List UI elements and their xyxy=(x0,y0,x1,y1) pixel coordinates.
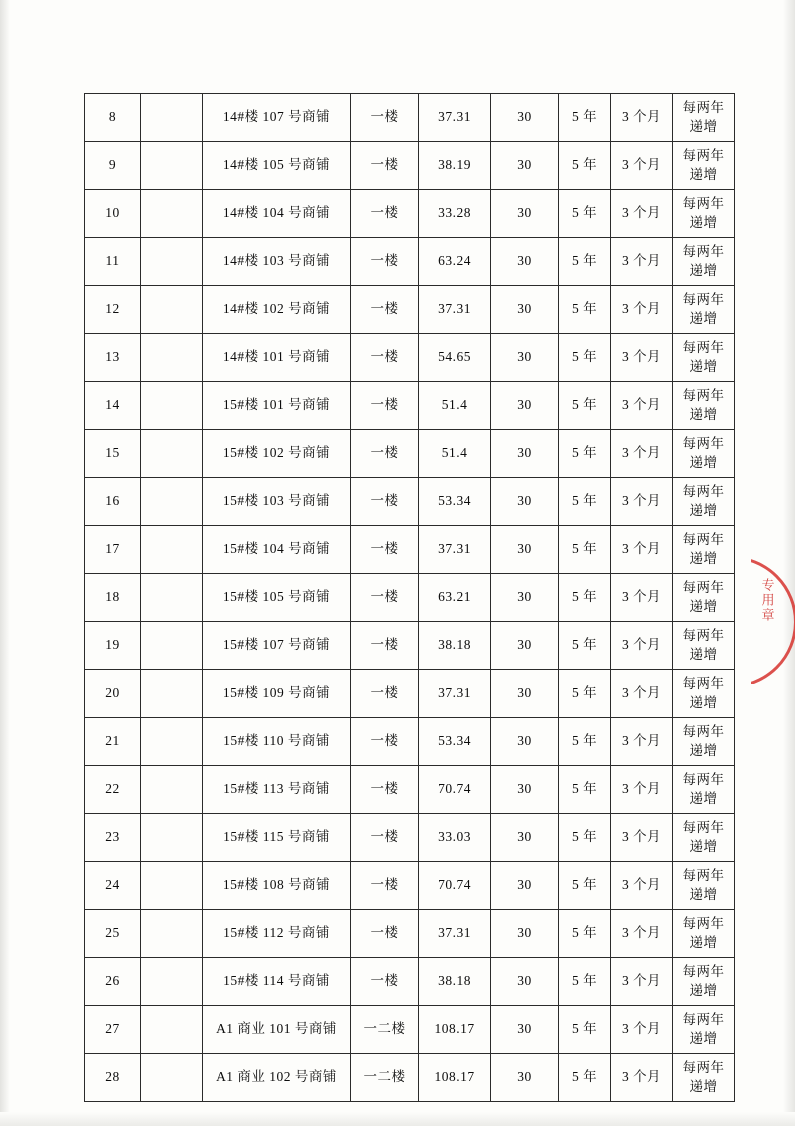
cell-index: 23 xyxy=(85,814,141,862)
cell-increase xyxy=(673,94,735,142)
cell-term: 5 年 xyxy=(559,958,611,1006)
increase-line-2: 递增 xyxy=(689,934,718,950)
cell-index: 20 xyxy=(85,670,141,718)
cell-area: 108.17 xyxy=(419,1006,491,1054)
cell-payment: 3 个月 xyxy=(611,766,673,814)
cell-increase xyxy=(673,670,735,718)
cell-term: 5 年 xyxy=(559,574,611,622)
increase-line-2: 递增 xyxy=(689,790,718,806)
cell-rate: 30 xyxy=(491,478,559,526)
cell-increase xyxy=(673,286,735,334)
increase-line-1: 每两年 xyxy=(682,100,725,116)
table-row xyxy=(85,766,735,814)
cell-shop-name: 15#楼 102 号商铺 xyxy=(203,430,351,478)
cell-increase xyxy=(673,1006,735,1054)
cell-term: 5 年 xyxy=(559,622,611,670)
cell-floor: 一楼 xyxy=(351,958,419,1006)
cell-shop-name: 15#楼 108 号商铺 xyxy=(203,862,351,910)
cell-payment: 3 个月 xyxy=(611,1054,673,1102)
cell-blank xyxy=(141,766,203,814)
cell-index: 17 xyxy=(85,526,141,574)
increase-line-1: 每两年 xyxy=(682,820,725,836)
cell-shop-name: 15#楼 101 号商铺 xyxy=(203,382,351,430)
increase-line-1: 每两年 xyxy=(682,628,725,644)
cell-shop-name: 15#楼 109 号商铺 xyxy=(203,670,351,718)
cell-area: 70.74 xyxy=(419,862,491,910)
cell-rate: 30 xyxy=(491,238,559,286)
increase-line-2: 递增 xyxy=(689,406,718,422)
cell-shop-name: 14#楼 101 号商铺 xyxy=(203,334,351,382)
cell-shop-name: 15#楼 113 号商铺 xyxy=(203,766,351,814)
cell-blank xyxy=(141,238,203,286)
shop-listing-table-container xyxy=(84,93,734,1102)
cell-shop-name: 14#楼 105 号商铺 xyxy=(203,142,351,190)
cell-floor: 一二楼 xyxy=(351,1006,419,1054)
cell-floor: 一楼 xyxy=(351,670,419,718)
cell-rate: 30 xyxy=(491,286,559,334)
cell-shop-name: 14#楼 104 号商铺 xyxy=(203,190,351,238)
cell-rate: 30 xyxy=(491,94,559,142)
increase-line-1: 每两年 xyxy=(682,580,725,596)
cell-index: 22 xyxy=(85,766,141,814)
cell-area: 63.24 xyxy=(419,238,491,286)
cell-index: 14 xyxy=(85,382,141,430)
increase-line-2: 递增 xyxy=(689,550,718,566)
cell-payment: 3 个月 xyxy=(611,622,673,670)
cell-area: 37.31 xyxy=(419,526,491,574)
cell-index: 9 xyxy=(85,142,141,190)
cell-floor: 一楼 xyxy=(351,910,419,958)
cell-payment: 3 个月 xyxy=(611,670,673,718)
cell-blank xyxy=(141,814,203,862)
increase-line-2: 递增 xyxy=(689,262,718,278)
cell-area: 37.31 xyxy=(419,910,491,958)
cell-blank xyxy=(141,430,203,478)
cell-rate: 30 xyxy=(491,862,559,910)
shop-listing-table xyxy=(84,93,735,1102)
seal-text: 专用章 xyxy=(759,578,775,623)
cell-blank xyxy=(141,382,203,430)
cell-payment: 3 个月 xyxy=(611,142,673,190)
table-row xyxy=(85,910,735,958)
cell-rate: 30 xyxy=(491,142,559,190)
cell-shop-name: 14#楼 107 号商铺 xyxy=(203,94,351,142)
cell-shop-name: 15#楼 112 号商铺 xyxy=(203,910,351,958)
cell-floor: 一楼 xyxy=(351,574,419,622)
increase-line-2: 递增 xyxy=(689,742,718,758)
cell-floor: 一楼 xyxy=(351,94,419,142)
cell-index: 15 xyxy=(85,430,141,478)
cell-floor: 一楼 xyxy=(351,526,419,574)
cell-floor: 一楼 xyxy=(351,862,419,910)
table-row xyxy=(85,958,735,1006)
table-row xyxy=(85,1054,735,1102)
table-row xyxy=(85,238,735,286)
cell-index: 10 xyxy=(85,190,141,238)
cell-shop-name: A1 商业 101 号商铺 xyxy=(203,1006,351,1054)
cell-shop-name: 15#楼 110 号商铺 xyxy=(203,718,351,766)
cell-area: 53.34 xyxy=(419,718,491,766)
cell-increase xyxy=(673,766,735,814)
cell-floor: 一楼 xyxy=(351,382,419,430)
cell-index: 12 xyxy=(85,286,141,334)
cell-blank xyxy=(141,478,203,526)
cell-term: 5 年 xyxy=(559,478,611,526)
cell-rate: 30 xyxy=(491,814,559,862)
cell-increase xyxy=(673,382,735,430)
increase-line-1: 每两年 xyxy=(682,148,725,164)
cell-shop-name: 15#楼 105 号商铺 xyxy=(203,574,351,622)
cell-area: 37.31 xyxy=(419,286,491,334)
cell-blank xyxy=(141,574,203,622)
cell-area: 33.03 xyxy=(419,814,491,862)
cell-payment: 3 个月 xyxy=(611,958,673,1006)
table-row xyxy=(85,478,735,526)
table-body xyxy=(85,94,735,1102)
table-row xyxy=(85,1006,735,1054)
increase-line-1: 每两年 xyxy=(682,436,725,452)
cell-floor: 一楼 xyxy=(351,238,419,286)
cell-shop-name: 15#楼 103 号商铺 xyxy=(203,478,351,526)
cell-payment: 3 个月 xyxy=(611,334,673,382)
cell-index: 13 xyxy=(85,334,141,382)
cell-payment: 3 个月 xyxy=(611,526,673,574)
cell-rate: 30 xyxy=(491,190,559,238)
table-row xyxy=(85,814,735,862)
cell-area: 37.31 xyxy=(419,670,491,718)
cell-term: 5 年 xyxy=(559,1006,611,1054)
increase-line-1: 每两年 xyxy=(682,244,725,260)
cell-index: 11 xyxy=(85,238,141,286)
cell-blank xyxy=(141,190,203,238)
increase-line-1: 每两年 xyxy=(682,532,725,548)
cell-floor: 一楼 xyxy=(351,478,419,526)
cell-area: 38.18 xyxy=(419,622,491,670)
increase-line-1: 每两年 xyxy=(682,484,725,500)
scan-edge-left xyxy=(0,0,10,1126)
increase-line-2: 递增 xyxy=(689,118,718,134)
increase-line-2: 递增 xyxy=(689,1078,718,1094)
cell-increase xyxy=(673,718,735,766)
cell-index: 28 xyxy=(85,1054,141,1102)
cell-index: 26 xyxy=(85,958,141,1006)
cell-area: 38.19 xyxy=(419,142,491,190)
increase-line-2: 递增 xyxy=(689,1030,718,1046)
table-row xyxy=(85,382,735,430)
cell-shop-name: 14#楼 102 号商铺 xyxy=(203,286,351,334)
cell-term: 5 年 xyxy=(559,1054,611,1102)
cell-index: 8 xyxy=(85,94,141,142)
cell-blank xyxy=(141,286,203,334)
cell-term: 5 年 xyxy=(559,334,611,382)
cell-index: 19 xyxy=(85,622,141,670)
cell-shop-name: 15#楼 115 号商铺 xyxy=(203,814,351,862)
cell-floor: 一楼 xyxy=(351,622,419,670)
table-row xyxy=(85,622,735,670)
cell-floor: 一楼 xyxy=(351,814,419,862)
cell-area: 108.17 xyxy=(419,1054,491,1102)
cell-rate: 30 xyxy=(491,910,559,958)
increase-line-1: 每两年 xyxy=(682,1012,725,1028)
increase-line-1: 每两年 xyxy=(682,388,725,404)
cell-increase xyxy=(673,238,735,286)
cell-index: 27 xyxy=(85,1006,141,1054)
cell-payment: 3 个月 xyxy=(611,814,673,862)
cell-rate: 30 xyxy=(491,574,559,622)
cell-index: 21 xyxy=(85,718,141,766)
increase-line-2: 递增 xyxy=(689,454,718,470)
increase-line-2: 递增 xyxy=(689,166,718,182)
cell-rate: 30 xyxy=(491,526,559,574)
increase-line-2: 递增 xyxy=(689,358,718,374)
cell-blank xyxy=(141,910,203,958)
table-row xyxy=(85,718,735,766)
cell-index: 24 xyxy=(85,862,141,910)
cell-rate: 30 xyxy=(491,958,559,1006)
cell-payment: 3 个月 xyxy=(611,862,673,910)
cell-increase xyxy=(673,910,735,958)
cell-term: 5 年 xyxy=(559,382,611,430)
cell-term: 5 年 xyxy=(559,862,611,910)
increase-line-2: 递增 xyxy=(689,886,718,902)
cell-rate: 30 xyxy=(491,622,559,670)
cell-area: 53.34 xyxy=(419,478,491,526)
cell-area: 37.31 xyxy=(419,94,491,142)
increase-line-1: 每两年 xyxy=(682,772,725,788)
cell-payment: 3 个月 xyxy=(611,94,673,142)
cell-increase xyxy=(673,574,735,622)
increase-line-1: 每两年 xyxy=(682,1060,725,1076)
cell-payment: 3 个月 xyxy=(611,190,673,238)
cell-payment: 3 个月 xyxy=(611,238,673,286)
cell-floor: 一楼 xyxy=(351,334,419,382)
increase-line-2: 递增 xyxy=(689,838,718,854)
increase-line-1: 每两年 xyxy=(682,964,725,980)
cell-term: 5 年 xyxy=(559,670,611,718)
cell-floor: 一楼 xyxy=(351,766,419,814)
cell-rate: 30 xyxy=(491,718,559,766)
cell-term: 5 年 xyxy=(559,238,611,286)
cell-shop-name: 15#楼 107 号商铺 xyxy=(203,622,351,670)
cell-shop-name: A1 商业 102 号商铺 xyxy=(203,1054,351,1102)
cell-blank xyxy=(141,622,203,670)
cell-index: 16 xyxy=(85,478,141,526)
cell-shop-name: 15#楼 114 号商铺 xyxy=(203,958,351,1006)
scan-edge-bottom xyxy=(0,1112,795,1126)
cell-increase xyxy=(673,1054,735,1102)
cell-floor: 一楼 xyxy=(351,718,419,766)
increase-line-1: 每两年 xyxy=(682,916,725,932)
increase-line-1: 每两年 xyxy=(682,724,725,740)
cell-blank xyxy=(141,1006,203,1054)
cell-blank xyxy=(141,334,203,382)
cell-blank xyxy=(141,718,203,766)
cell-rate: 30 xyxy=(491,670,559,718)
increase-line-2: 递增 xyxy=(689,310,718,326)
cell-payment: 3 个月 xyxy=(611,910,673,958)
scan-edge-right xyxy=(783,0,795,1126)
cell-payment: 3 个月 xyxy=(611,286,673,334)
cell-payment: 3 个月 xyxy=(611,574,673,622)
cell-floor: 一楼 xyxy=(351,142,419,190)
increase-line-2: 递增 xyxy=(689,982,718,998)
cell-term: 5 年 xyxy=(559,910,611,958)
cell-blank xyxy=(141,862,203,910)
cell-area: 33.28 xyxy=(419,190,491,238)
cell-increase xyxy=(673,862,735,910)
table-row xyxy=(85,334,735,382)
increase-line-1: 每两年 xyxy=(682,676,725,692)
cell-term: 5 年 xyxy=(559,718,611,766)
cell-rate: 30 xyxy=(491,766,559,814)
cell-blank xyxy=(141,1054,203,1102)
table-row xyxy=(85,574,735,622)
cell-area: 51.4 xyxy=(419,382,491,430)
cell-term: 5 年 xyxy=(559,430,611,478)
cell-increase xyxy=(673,526,735,574)
cell-blank xyxy=(141,958,203,1006)
increase-line-2: 递增 xyxy=(689,694,718,710)
increase-line-2: 递增 xyxy=(689,502,718,518)
cell-term: 5 年 xyxy=(559,766,611,814)
cell-floor: 一楼 xyxy=(351,430,419,478)
cell-index: 25 xyxy=(85,910,141,958)
cell-term: 5 年 xyxy=(559,526,611,574)
cell-increase xyxy=(673,334,735,382)
cell-payment: 3 个月 xyxy=(611,478,673,526)
increase-line-1: 每两年 xyxy=(682,340,725,356)
cell-rate: 30 xyxy=(491,334,559,382)
increase-line-1: 每两年 xyxy=(682,292,725,308)
cell-index: 18 xyxy=(85,574,141,622)
cell-shop-name: 15#楼 104 号商铺 xyxy=(203,526,351,574)
cell-term: 5 年 xyxy=(559,286,611,334)
cell-payment: 3 个月 xyxy=(611,382,673,430)
cell-payment: 3 个月 xyxy=(611,1006,673,1054)
table-row xyxy=(85,670,735,718)
cell-area: 54.65 xyxy=(419,334,491,382)
cell-shop-name: 14#楼 103 号商铺 xyxy=(203,238,351,286)
cell-area: 38.18 xyxy=(419,958,491,1006)
cell-blank xyxy=(141,670,203,718)
cell-floor: 一二楼 xyxy=(351,1054,419,1102)
cell-term: 5 年 xyxy=(559,814,611,862)
cell-term: 5 年 xyxy=(559,190,611,238)
cell-area: 63.21 xyxy=(419,574,491,622)
increase-line-2: 递增 xyxy=(689,214,718,230)
cell-payment: 3 个月 xyxy=(611,430,673,478)
cell-rate: 30 xyxy=(491,430,559,478)
cell-rate: 30 xyxy=(491,1054,559,1102)
cell-area: 70.74 xyxy=(419,766,491,814)
increase-line-2: 递增 xyxy=(689,646,718,662)
cell-term: 5 年 xyxy=(559,142,611,190)
table-row xyxy=(85,430,735,478)
cell-increase xyxy=(673,622,735,670)
table-row xyxy=(85,94,735,142)
cell-area: 51.4 xyxy=(419,430,491,478)
table-row xyxy=(85,862,735,910)
cell-blank xyxy=(141,142,203,190)
cell-increase xyxy=(673,190,735,238)
cell-floor: 一楼 xyxy=(351,190,419,238)
increase-line-1: 每两年 xyxy=(682,868,725,884)
table-row xyxy=(85,142,735,190)
cell-blank xyxy=(141,94,203,142)
cell-increase xyxy=(673,814,735,862)
cell-increase xyxy=(673,430,735,478)
cell-floor: 一楼 xyxy=(351,286,419,334)
cell-increase xyxy=(673,958,735,1006)
cell-blank xyxy=(141,526,203,574)
cell-rate: 30 xyxy=(491,382,559,430)
cell-increase xyxy=(673,142,735,190)
table-row xyxy=(85,286,735,334)
cell-rate: 30 xyxy=(491,1006,559,1054)
cell-term: 5 年 xyxy=(559,94,611,142)
table-row xyxy=(85,526,735,574)
cell-payment: 3 个月 xyxy=(611,718,673,766)
increase-line-2: 递增 xyxy=(689,598,718,614)
cell-increase xyxy=(673,478,735,526)
increase-line-1: 每两年 xyxy=(682,196,725,212)
table-row xyxy=(85,190,735,238)
